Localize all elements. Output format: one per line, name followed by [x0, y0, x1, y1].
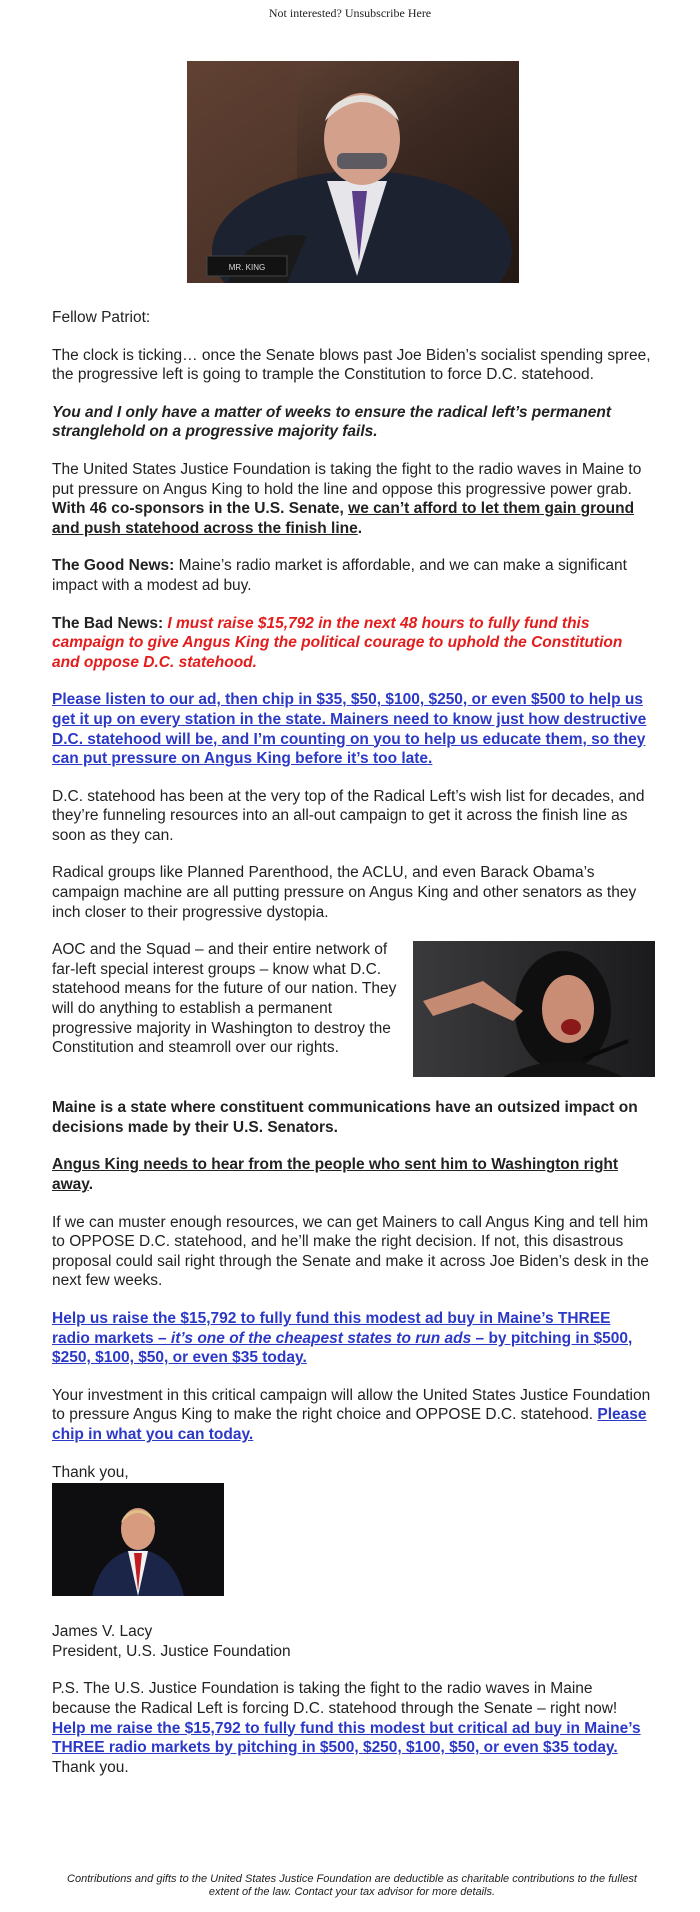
paragraph-8: Angus King needs to hear from the people who sent him to Washington right away.	[52, 1156, 619, 1194]
paragraph-3: The United States Justice Foundation is taking the fight to the radio waves in Maine to put pressure on Angus King to hold the line and oppose this progressive power grab. With 46 co-sponsors in the U.S. Senate, we can’t afford to let them gain ground and push statehood across the finish line.	[52, 460, 642, 537]
bad-news: The Bad News: I must raise $15,792 in the next 48 hours to fully fund this campaign to give Angus King the political courage to uphold the Constitution and oppose D.C. statehood.	[52, 614, 623, 671]
signatory-title: President, U.S. Justice Foundation	[52, 1642, 291, 1660]
paragraph-4: D.C. statehood has been at the very top of the Radical Left’s wish list for decades, and they’re funneling resources into an all-out campaign to get it across the finish line as soon as they can.	[52, 787, 645, 844]
signoff: Thank you,	[52, 1463, 129, 1481]
good-news: The Good News: Maine’s radio market is affordable, and we can make a significant impact with a modest ad buy.	[52, 557, 627, 594]
greeting: Fellow Patriot:	[52, 309, 151, 326]
letter-body	[52, 308, 652, 1795]
signatory-photo	[52, 1483, 224, 1596]
cta-link-1	[52, 690, 652, 768]
postscript: P.S. The U.S. Justice Foundation is taking the fight to the radio waves in Maine because the Radical Left is forcing D.C. statehood through the Senate – right now! Help me raise the $15,792 to fully fund this modest but critical ad buy in Maine’s THREE radio markets by pitching in $500, $250, $100, $50, or even $35 today. Thank you.	[52, 1680, 641, 1776]
paragraph-5: Radical groups like Planned Parenthood, the ACLU, and even Barack Obama’s campaign machine are all putting pressure on Angus King and other senators as they inch closer to their progressive dystopia.	[52, 864, 637, 921]
hero-photo	[187, 61, 519, 283]
aoc-photo	[413, 941, 655, 1077]
nameplate-text: MR. KING	[228, 263, 266, 272]
unsubscribe-link[interactable]: Not interested? Unsubscribe Here	[268, 6, 432, 20]
aoc-section	[52, 940, 652, 1080]
paragraph-6: AOC and the Squad – and their entire network of far-left special interest groups – know what D.C. statehood means for the future of our nation. They will do anything to establish a permanent progressive majority in Washington to destroy the Constitution and steamroll over our rights.	[52, 941, 397, 1057]
donate-link-1[interactable]: Please listen to our ad, then chip in $35, $50, $100, $250, or even $500 to help us get it up on every station in the state. Mainers need to know just how destructive D.C. statehood will be, and I’m counting on you to help us educate them, so they can put pressure on Angus King before it’s too late.	[52, 691, 647, 768]
paragraph-7: Maine is a state where constituent communications have an outsized impact on decisions made by their U.S. Senators.	[52, 1099, 638, 1136]
cta-link-2	[52, 1309, 652, 1368]
paragraph-1: The clock is ticking… once the Senate blows past Joe Biden’s socialist spending spree, the progressive left is going to trample the Constitution to force D.C. statehood.	[52, 346, 651, 384]
paragraph-2: You and I only have a matter of weeks to ensure the radical left’s permanent stranglehold on a progressive majority fails.	[52, 403, 612, 441]
paragraph-9: If we can muster enough resources, we can get Mainers to call Angus King and tell him to OPPOSE D.C. statehood, and he’ll make the right decision. If not, this disastrous proposal could sail right through the Senate and make it across Joe Biden’s desk in the next few weeks.	[52, 1213, 649, 1290]
unsubscribe-bar	[0, 6, 700, 21]
disclaimer: Contributions and gifts to the United States Justice Foundation are deductible as charitable contributions to the fullest extent of the law. Contact your tax advisor for more details.	[67, 1873, 637, 1898]
donate-link-ps[interactable]: Help me raise the $15,792 to fully fund this modest but critical ad buy in Maine’s THREE radio markets by pitching in $500, $250, $100, $50, or even $35 today.	[52, 1719, 641, 1757]
paragraph-10: Your investment in this critical campaign will allow the United States Justice Foundation to pressure Angus King to make the right choice and OPPOSE D.C. statehood. Please chip in what you can today.	[52, 1386, 651, 1443]
donate-link-2[interactable]: Help us raise the $15,792 to fully fund this modest ad buy in Maine’s THREE radio markets – it’s one of the cheapest states to run ads – by pitching in $500, $250, $100, $50, or even $35 today.	[52, 1310, 633, 1367]
donate-link-3[interactable]: Please chip in what you can today.	[52, 1406, 647, 1443]
signatory-name: James V. Lacy	[52, 1623, 153, 1641]
